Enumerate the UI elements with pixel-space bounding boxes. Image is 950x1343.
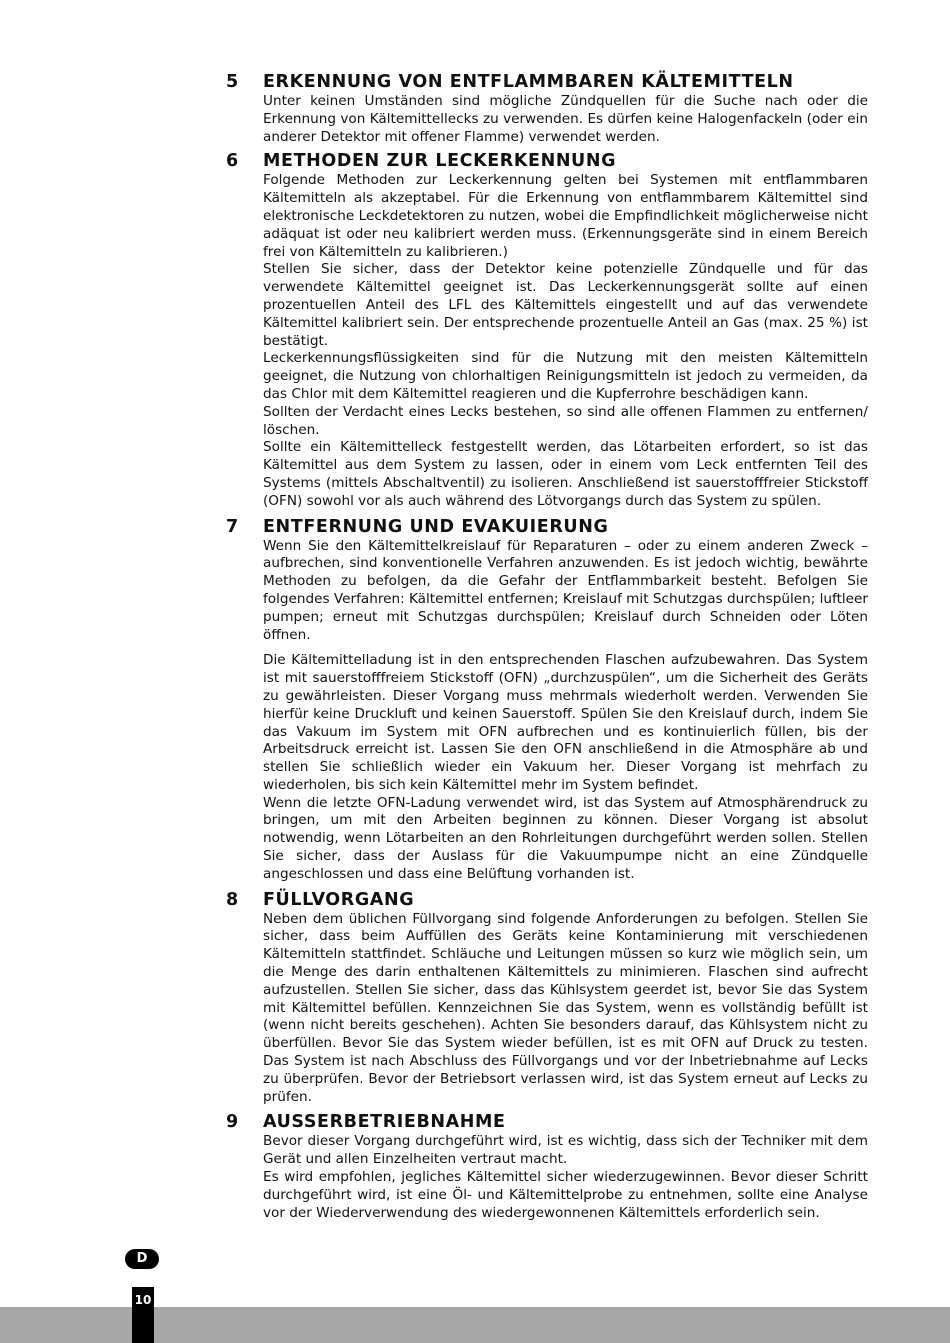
paragraph: Sollte ein Kältemittelleck festgestellt werden, das Lötarbeiten erfordert, so ist das Kältemittel aus dem System zu lassen, oder in einem vom Leck entfernten Teil des Systems (mittels Abschaltventil) zu isolieren. Anschließend ist sauerstofffreier Stickstoff (OFN) sowohl vor als auch während des Lötvorgangs durch das System zu spülen. [263,439,868,509]
paragraph: Die Kältemittelladung ist in den entsprechenden Flaschen aufzubewahren. Das System ist mit sauerstofffreiem Stickstoff (OFN) „durchzuspülen“, um die Sicherheit des Geräts zu gewährleisten. Dieser Vorgang muss mehrmals wiederholt werden. Verwenden Sie hierfür keine Druckluft und keinen Sauerstoff. Spülen Sie den Kreislauf durch, indem Sie das Vakuum im System mit OFN aufbrechen und es kontinuierlich füllen, bis der Arbeitsdruck erreicht ist. Lassen Sie den OFN anschließend in die Atmosphäre ab und stellen Sie schließlich wieder ein Vakuum her. Dieser Vorgang ist mehrfach zu wiederholen, bis sich kein Kältemittel mehr im System befindet. [263,652,868,793]
paragraph: Sollten der Verdacht eines Lecks bestehen, so sind alle offenen Flammen zu entfernen/ löschen. [263,403,868,438]
section-9 [226,1112,868,1222]
paragraph: Neben dem üblichen Füllvorgang sind folgende Anforderungen zu befolgen. Stellen Sie sicher, dass beim Auffüllen des Geräts keine Kontaminierung mit verschiedenen Kältemitteln stattfindet. Schläuche und Leitungen müssen so kurz wie möglich sein, um die Menge des darin enthaltenen Kältemittels zu minimieren. Flaschen sind aufrecht aufzustellen. Stellen Sie sicher, dass das Kühlsystem geerdet ist, bevor Sie das System mit Kältemittel befüllen. Kennzeichnen Sie das System, wenn es vollständig befüllt ist (wenn nicht bereits geschehen). Achten Sie besonders darauf, das Kühlsystem nicht zu überfüllen. Bevor Sie das System wieder befüllen, ist es mit OFN auf Druck zu testen. Das System ist nach Abschluss des Füllvorgangs und vor der Inbetriebnahme auf Lecks zu überprüfen. Bevor der Betriebsort verlassen wird, ist das System erneut auf Lecks zu prüfen. [263,910,868,1105]
paragraph: Unter keinen Umständen sind mögliche Zündquellen für die Suche nach oder die Erkennung von Kältemittellecks zu verwenden. Es dürfen keine Halogenfackeln (oder ein anderer Detektor mit offener Flamme) verwendet werden. [263,93,868,145]
section-number: 9 [226,1112,239,1133]
section-body [263,172,868,510]
section-number: 7 [226,516,239,537]
paragraph: Wenn Sie den Kältemittelkreislauf für Reparaturen – oder zu einem anderen Zweck – aufbrechen, sind konventionelle Verfahren anzuwenden. Es ist jedoch wichtig, bewährte Methoden zu befolgen, da die Gefahr der Entflammbarkeit besteht. Befolgen Sie folgendes Verfahren: Kältemittel entfernen; Kreislauf mit Schutzgas durchspülen; luftleer pumpen; erneut mit Schutzgas durchspülen; Kreislauf durch Schneiden oder Löten öffnen. [263,537,868,643]
section-body [263,93,868,146]
paragraph: Es wird empfohlen, jegliches Kältemittel sicher wiederzugewinnen. Bevor dieser Schritt durchgeführt wird, ist eine Öl- und Kältemittelprobe zu entnehmen, sollte eine Analyse vor der Wiederverwendung des wiedergewonnenen Kältemittels erforderlich sein. [263,1169,868,1221]
section-heading [226,151,868,172]
section-body [263,911,868,1107]
section-7 [226,517,868,884]
language-badge: D [125,1249,159,1269]
section-number: 5 [226,72,239,92]
section-title: ENTFERNUNG UND EVAKUIERUNG [263,516,609,537]
section-number: 6 [226,151,239,172]
section-5 [226,72,868,146]
section-heading [226,517,868,538]
document-content [226,72,868,1222]
section-body [263,1133,868,1222]
paragraph: Folgende Methoden zur Leckerkennung gelten bei Systemen mit entflammbaren Kältemitteln als akzeptabel. Für die Erkennung von entflammbarem Kältemittel sind elektronische Leckdetektoren zu nutzen, wobei die Empfindlichkeit möglicherweise nicht adäquat ist oder neu kalibriert werden muss. (Erkennungsgeräte sind in einem Bereich frei von Kältemitteln zu kalibrieren.) [263,172,868,260]
section-title: METHODEN ZUR LECKERKENNUNG [263,151,617,172]
section-heading [226,890,868,911]
paragraph: Stellen Sie sicher, dass der Detektor keine potenzielle Zündquelle und für das verwendete Kältemittel geeignet ist. Das Leckerkennungsgerät sollte auf einen prozentuellen Anteil des LFL des Kältemittels eingestellt und auf das verwendete Kältemittel kalibriert sein. Der entsprechende prozentuelle Anteil an Gas (max. 25 %) ist bestätigt. [263,261,868,349]
section-title: FÜLLVORGANG [263,889,415,910]
section-heading [226,1112,868,1133]
section-title: AUSSERBETRIEBNAHME [263,1112,506,1133]
section-6 [226,151,868,510]
paragraph: Bevor dieser Vorgang durchgeführt wird, ist es wichtig, dass sich der Techniker mit dem Gerät und allen Einzelheiten vertraut macht. [263,1133,868,1168]
section-heading [226,72,868,93]
section-title: ERKENNUNG VON ENTFLAMMBAREN KÄLTEMITTELN [263,72,794,92]
section-body [263,538,868,884]
section-number: 8 [226,889,239,910]
section-8 [226,890,868,1107]
paragraph: Leckerkennungsflüssigkeiten sind für die Nutzung mit den meisten Kältemitteln geeignet, die Nutzung von chlorhaltigen Reinigungsmitteln ist jedoch zu vermeiden, da das Chlor mit dem Kältemittel reagieren und die Kupferrohre beschädigen kann. [263,350,868,402]
page-number: 10 [132,1287,154,1343]
paragraph: Wenn die letzte OFN-Ladung verwendet wird, ist das System auf Atmosphärendruck zu bringen, um mit den Arbeiten beginnen zu können. Dieser Vorgang ist absolut notwendig, wenn Lötarbeiten an den Rohrleitungen durchgeführt werden sollen. Stellen Sie sicher, dass der Auslass für die Vakuumpumpe nicht an eine Zündquelle angeschlossen und dass eine Belüftung vorhanden ist. [263,794,868,882]
